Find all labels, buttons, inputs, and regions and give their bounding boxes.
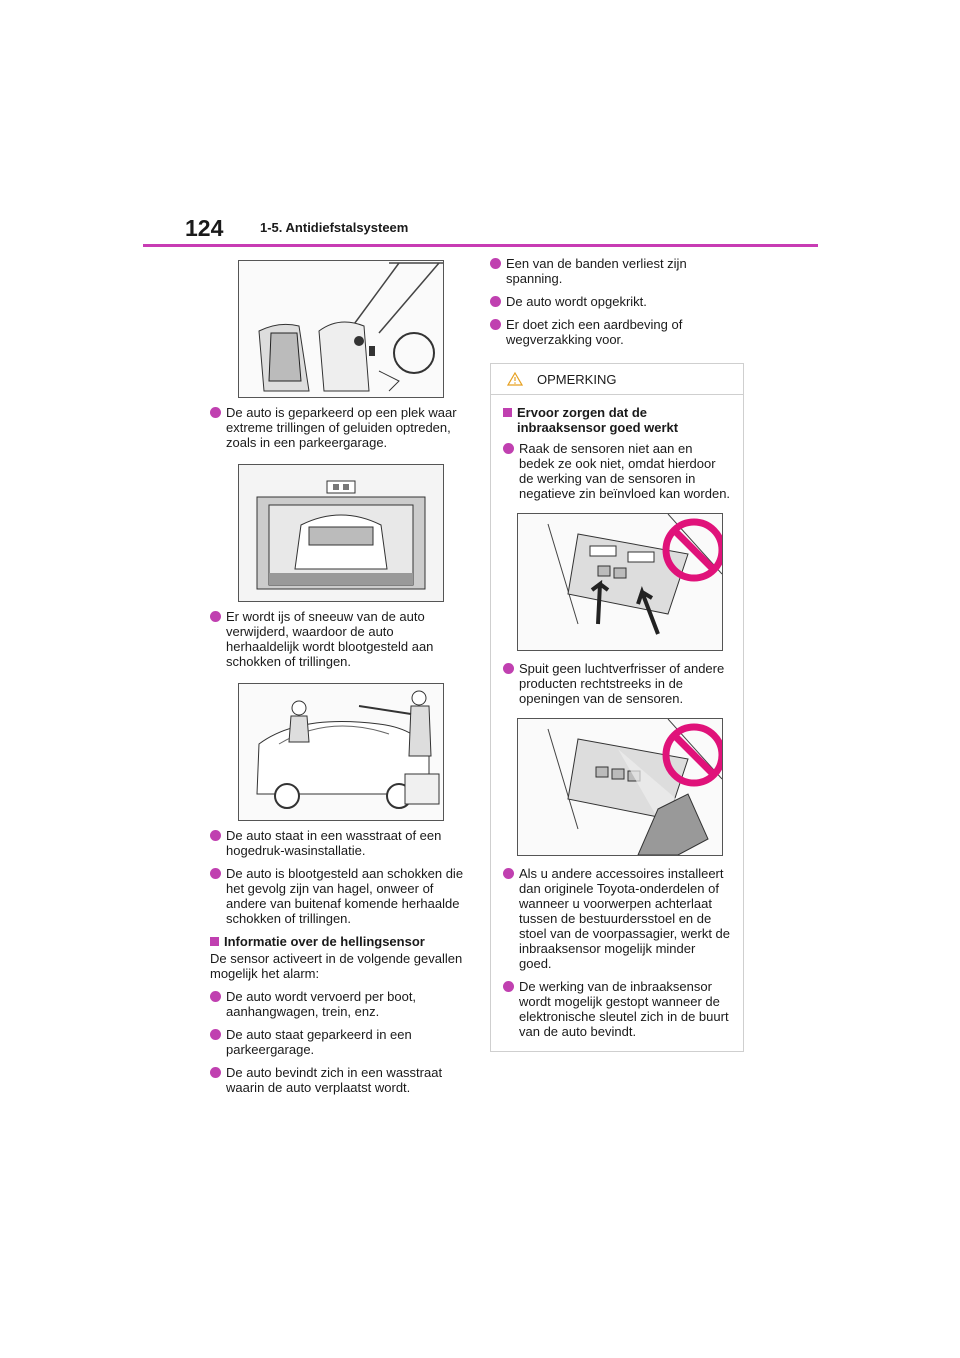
notice-heading: Ervoor zorgen dat de inbraaksensor goed werkt xyxy=(503,405,731,435)
right-column xyxy=(490,256,744,1052)
warning-triangle-icon xyxy=(507,372,523,386)
bullet-dot-icon xyxy=(490,296,501,307)
figure-sensor-spray xyxy=(517,718,723,856)
bullet-dot-icon xyxy=(490,319,501,330)
bullet-dot-icon xyxy=(503,868,514,879)
notice-box xyxy=(490,363,744,1052)
section-title: 1-5. Antidiefstalsysteem xyxy=(260,220,409,235)
list-item: Als u andere accessoires installeert dan originele Toyota-onderdelen of wanneer u voorwerpen achterlaat tussen de bestuurdersstoel en de stoel van de voorpassagier, werkt de inbraaksensor mogelijk minder goed. xyxy=(503,866,731,971)
left-column xyxy=(210,260,464,1103)
sensor-spray-illustration xyxy=(518,719,722,855)
square-heading-icon xyxy=(503,408,512,417)
bullet-dot-icon xyxy=(210,830,221,841)
bullet-dot-icon xyxy=(210,611,221,622)
list-item: De werking van de inbraaksensor wordt mogelijk gestopt wanneer de elektronische sleutel zich in de buurt van de auto bevindt. xyxy=(503,979,731,1039)
list-item: De auto bevindt zich in een wasstraat waarin de auto verplaatst wordt. xyxy=(210,1065,464,1095)
list-item: Een van de banden verliest zijn spanning. xyxy=(490,256,744,286)
list-item: Spuit geen luchtverfrisser of andere producten rechtstreeks in de openingen van de sensoren. xyxy=(503,661,731,706)
car-wash-illustration xyxy=(239,465,443,601)
list-item: De auto is blootgesteld aan schokken die het gevolg zijn van hagel, onweer of andere van buitenaf komende herhaalde schokken of trillingen. xyxy=(210,866,464,926)
tilt-sensor-heading: Informatie over de hellingsensor xyxy=(210,934,464,949)
bullet-dot-icon xyxy=(503,663,514,674)
page-number: 124 xyxy=(185,215,224,241)
list-item: De auto wordt opgekrikt. xyxy=(490,294,744,309)
tilt-sensor-intro: De sensor activeert in de volgende gevallen mogelijk het alarm: xyxy=(210,951,463,981)
notice-header xyxy=(491,364,743,395)
list-item: Raak de sensoren niet aan en bedek ze ook niet, omdat hierdoor de werking van de sensoren in negatieve zin beïnvloed kan worden. xyxy=(503,441,731,501)
list-item: Er wordt ijs of sneeuw van de auto verwijderd, waardoor de auto herhaaldelijk wordt blootgesteld aan schokken of trillingen. xyxy=(210,609,464,669)
list-item: Er doet zich een aardbeving of wegverzakking voor. xyxy=(490,317,744,347)
bullet-dot-icon xyxy=(490,258,501,269)
bullet-dot-icon xyxy=(210,868,221,879)
notice-title: OPMERKING xyxy=(537,371,617,387)
bullet-dot-icon xyxy=(210,1029,221,1040)
bullet-dot-icon xyxy=(503,981,514,992)
bullet-dot-icon xyxy=(210,991,221,1002)
figure-car-interior xyxy=(238,260,444,398)
figure-snow-removal xyxy=(238,683,444,821)
bullet-dot-icon xyxy=(210,407,221,418)
list-item: De auto wordt vervoerd per boot, aanhangwagen, trein, enz. xyxy=(210,989,464,1019)
car-interior-illustration xyxy=(239,261,443,397)
figure-sensor-covered xyxy=(517,513,723,651)
list-item: De auto staat in een wasstraat of een hogedruk-wasinstallatie. xyxy=(210,828,464,858)
list-item: De auto staat geparkeerd in een parkeergarage. xyxy=(210,1027,464,1057)
sensor-touch-illustration xyxy=(518,514,722,650)
list-item: De auto is geparkeerd op een plek waar extreme trillingen of geluiden optreden, zoals in een parkeergarage. xyxy=(210,405,464,450)
square-heading-icon xyxy=(210,937,219,946)
bullet-dot-icon xyxy=(210,1067,221,1078)
bullet-dot-icon xyxy=(503,443,514,454)
snow-removal-illustration xyxy=(239,684,443,820)
figure-car-wash xyxy=(238,464,444,602)
header-rule xyxy=(143,244,818,247)
